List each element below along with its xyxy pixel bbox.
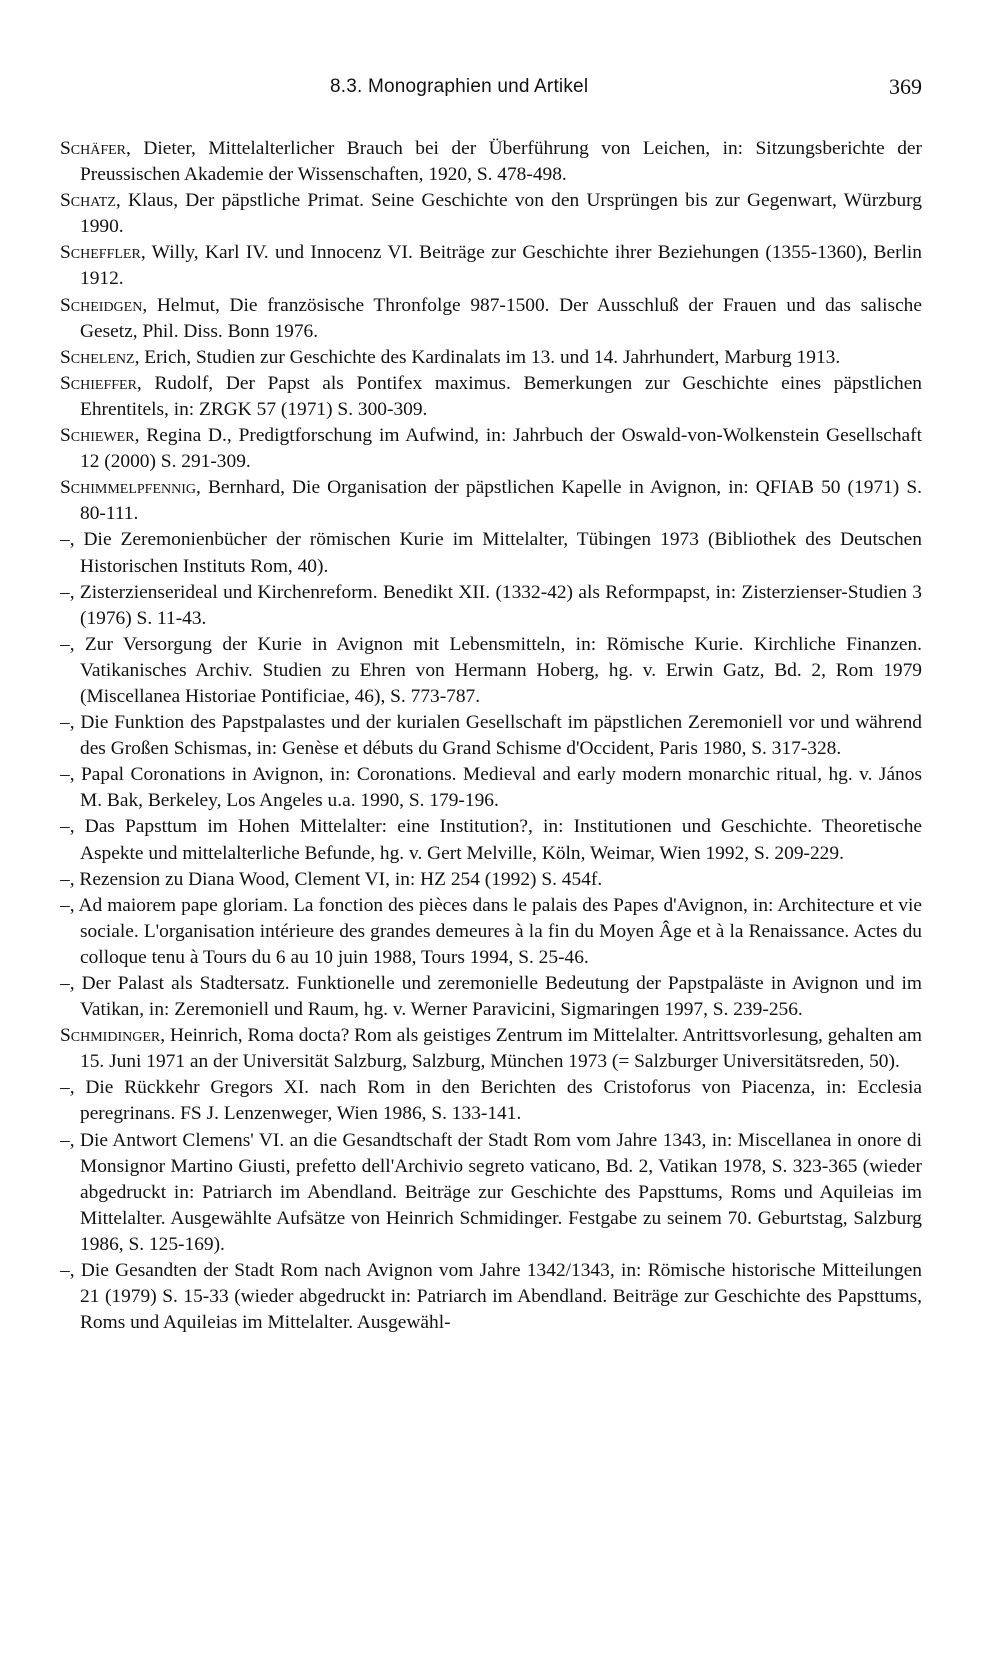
entry-author: Schäfer [60,138,127,159]
bibliography-entry [60,1075,922,1127]
bibliography-entry [60,527,922,579]
bibliography-entry [60,1258,922,1336]
entry-text: –, Ad maiorem pape gloriam. La fonction des pièces dans le palais des Papes d'Avignon, in: Architecture et vie sociale. L'organisation intérieure des grandes demeures à la fin du Moyen Âge et à la Renaissance. Actes du colloque tenu à Tours du 6 au 10 juin 1988, Tours 1994, S. 25-46. [60,894,922,968]
bibliography-entry [60,893,922,971]
bibliography-entry [60,971,922,1023]
entry-text: , Heinrich, Roma docta? Rom als geistiges Zentrum im Mittelalter. Antrittsvorlesung, gehalten am 15. Juni 1971 an der Universität Salzburg, Salzburg, München 1973 (= Salzburger Universitätsreden, 50). [80,1025,922,1073]
bibliography-entry [60,188,922,240]
entry-text: , Rudolf, Der Papst als Pontifex maximus. Bemerkungen zur Geschichte eines päpstlichen Ehrentitels, in: ZRGK 57 (1971) S. 300-309. [80,372,922,420]
bibliography-entry [60,1128,922,1258]
entry-text: , Regina D., Predigtforschung im Aufwind, in: Jahrbuch der Oswald-von-Wolkenstein Gesellschaft 12 (2000) S. 291-309. [80,425,922,473]
bibliography-entry [60,814,922,866]
entry-text: , Klaus, Der päpstliche Primat. Seine Geschichte von den Ursprüngen bis zur Gegenwart, Würzburg 1990. [80,190,922,238]
entry-text: –, Zisterzienserideal und Kirchenreform. Benedikt XII. (1332-42) als Reformpapst, in: Zisterzienser-Studien 3 (1976) S. 11-43. [60,581,922,629]
bibliography-entry [60,475,922,527]
bibliography-entry [60,240,922,292]
bibliography-entry [60,580,922,632]
bibliography-entry [60,423,922,475]
entry-text: –, Zur Versorgung der Kurie in Avignon mit Lebensmitteln, in: Römische Kurie. Kirchliche Finanzen. Vatikanisches Archiv. Studien zu Ehren von Hermann Hoberg, hg. v. Erwin Gatz, Bd. 2, Rom 1979 (Miscellanea Historiae Pontificiae, 46), S. 773-787. [60,633,922,707]
bibliography-entry [60,371,922,423]
entry-author: Schiewer [60,425,135,447]
bibliography-entry [60,710,922,762]
entry-text: , Willy, Karl IV. und Innocenz VI. Beiträge zur Geschichte ihrer Beziehungen (1355-1360), Berlin 1912. [80,242,922,290]
running-header [60,76,922,116]
entry-text: –, Die Gesandten der Stadt Rom nach Avignon vom Jahre 1342/1343, in: Römische historische Mitteilungen 21 (1979) S. 15-33 (wieder abgedruckt in: Patriarch im Abendland. Beiträge zur Geschichte des Papsttums, Roms und Aquileias im Mittelalter. Ausgewähl- [60,1260,922,1334]
bibliography-entry [60,136,922,188]
entry-author: Schelenz [60,346,135,368]
bibliography-entry [60,632,922,710]
entry-author: Schmidinger [60,1025,161,1047]
entry-text: , Helmut, Die französische Thronfolge 987-1500. Der Ausschluß der Frauen und das salische Gesetz, Phil. Diss. Bonn 1976. [80,294,922,342]
entry-text: , Erich, Studien zur Geschichte des Kardinalats im 13. und 14. Jahrhundert, Marburg 1913. [134,346,841,368]
entry-text: –, Papal Coronations in Avignon, in: Coronations. Medieval and early modern monarchic ritual, hg. v. János M. Bak, Berkeley, Los Angeles u.a. 1990, S. 179-196. [60,764,922,812]
bibliography-entry [60,1023,922,1075]
bibliography-entry [60,867,922,893]
entry-text: –, Die Funktion des Papstpalastes und der kurialen Gesellschaft im päpstlichen Zeremoniell vor und während des Großen Schismas, in: Genèse et débuts du Grand Schisme d'Occident, Paris 1980, S. 317-328. [60,712,922,760]
entry-text: , Dieter, Mittelalterlicher Brauch bei der Überführung von Leichen, in: Sitzungsberichte der Preussischen Akademie der Wissenschaften, 1920, S. 478-498. [80,138,922,186]
entry-text: –, Die Zeremonienbücher der römischen Kurie im Mittelalter, Tübingen 1973 (Bibliothek des Deutschen Historischen Instituts Rom, 40). [60,529,922,577]
entry-text: –, Rezension zu Diana Wood, Clement VI, in: HZ 254 (1992) S. 454f. [60,868,603,890]
entry-author: Schatz [60,190,116,212]
entry-author: Scheidgen [60,294,143,316]
page-number: 369 [889,74,922,99]
bibliography-entry [60,293,922,345]
entry-text: –, Das Papsttum im Hohen Mittelalter: eine Institution?, in: Institutionen und Geschichte. Theoretische Aspekte und mittelalterliche Befunde, hg. v. Gert Melville, Köln, Weimar, Wien 1992, S. 209-229. [60,816,922,864]
entry-text: –, Der Palast als Stadtersatz. Funktionelle und zeremonielle Bedeutung der Papstpaläste in Avignon und im Vatikan, in: Zeremoniell und Raum, hg. v. Werner Paravicini, Sigmaringen 1997, S. 239-256. [60,973,922,1021]
entry-author: Schimmelpfennig [60,477,197,499]
entry-author: Scheffler [60,242,141,264]
section-title: 8.3. Monographien und Artikel [330,76,589,97]
bibliography-list [60,136,922,1336]
bibliography-entry [60,345,922,371]
entry-text: , Bernhard, Die Organisation der päpstlichen Kapelle in Avignon, in: QFIAB 50 (1971) S. 80-111. [80,477,922,525]
bibliography-entry [60,762,922,814]
entry-text: –, Die Rückkehr Gregors XI. nach Rom in den Berichten des Cristoforus von Piacenza, in: Ecclesia peregrinans. FS J. Lenzenweger, Wien 1986, S. 133-141. [60,1077,922,1125]
entry-text: –, Die Antwort Clemens' VI. an die Gesandtschaft der Stadt Rom vom Jahre 1343, in: Miscellanea in onore di Monsignor Martino Giusti, prefetto dell'Archivio segreto vaticano, Bd. 2, Vatikan 1978, S. 323-365 (wieder abgedruckt in: Patriarch im Abendland. Beiträge zur Geschichte des Papsttums, Roms und Aquileias im Mittelalter. Ausgewählte Aufsätze von Heinrich Schmidinger. Festgabe zu seinem 70. Geburtstag, Salzburg 1986, S. 125-169). [60,1129,922,1255]
entry-author: Schieffer [60,372,137,394]
